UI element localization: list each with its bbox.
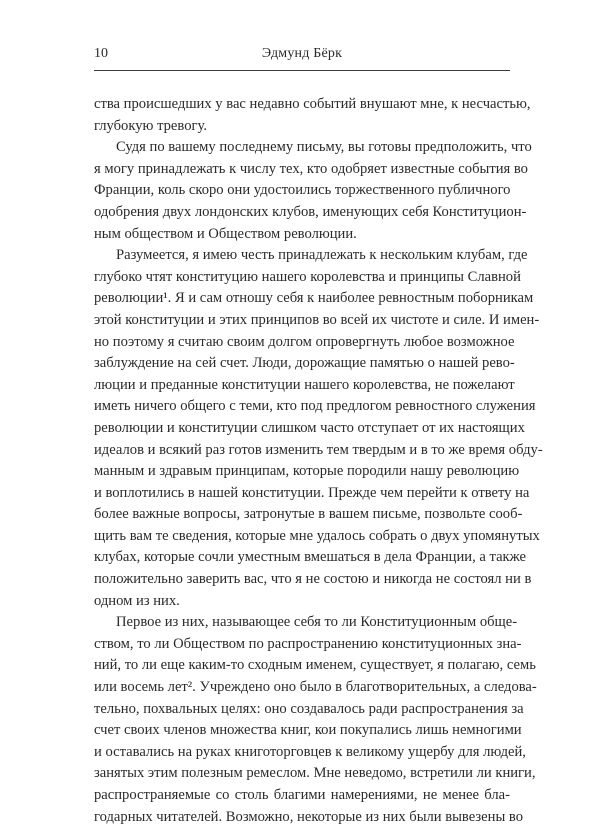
text-line: ства происшедших у вас недавно событий внушают мне, к несчастью, <box>94 96 531 112</box>
text-line: люции и преданные конституции нашего королевства, не пожелают <box>94 376 515 393</box>
text-line: Разумеется, я имею честь принадлежать к нескольким клубам, где <box>116 247 528 264</box>
text-line: и воплотились в нашей конституции. Прежде чем перейти к ответу на <box>94 484 530 501</box>
text-line: идеалов и всякий раз готов изменить тем твердым и в то же время обду- <box>94 441 543 458</box>
header-rule <box>94 70 510 71</box>
text-line: Франции, коль скоро они удостоились торжественного публичного <box>94 182 511 199</box>
text-line: распространяемые со столь благими намерениями, не менее бла- <box>94 787 510 803</box>
text-line: этой конституции и этих принципов во всей их чистоте и силе. И имен- <box>94 311 540 328</box>
text-line: манным и здравым принципам, которые породили нашу революцию <box>94 463 520 480</box>
text-line: революции и конституции слишком часто отступает от их настоящих <box>94 419 525 436</box>
text-line: счет своих членов множества книг, кои покупались лишь немногими <box>94 722 522 739</box>
text-line: клубах, которые сочли уместным вмешаться в дела Франции, а также <box>94 549 527 566</box>
text-line: глубоко чтят конституцию нашего королевства и принципы Славной <box>94 268 521 285</box>
running-head: Эдмунд Бёрк <box>261 46 343 61</box>
text-line: щить вам те сведения, которые мне удалось собрать о двух упомянутых <box>94 527 540 544</box>
body-text <box>94 94 543 828</box>
text-line: ством, то ли Обществом по распространению конституционных зна- <box>94 635 522 652</box>
text-line: Первое из них, называющее себя то ли Конституционным обще- <box>116 614 518 631</box>
text-line: и оставались на руках книготорговцев к великому ущербу для людей, <box>94 743 526 760</box>
text-line: но поэтому я считаю своим долгом опровергнуть любое возможное <box>94 333 515 350</box>
text-line: ным обществом и Обществом революции. <box>94 225 357 242</box>
text-line: тельно, похвальных целях: оно создавалось ради распространения за <box>94 700 524 717</box>
text-line: заблуждение на сей счет. Люди, дорожащие памятью о нашей рево- <box>94 355 515 372</box>
text-line: одном из них. <box>94 592 180 609</box>
text-line: ний, то ли еще каким-то сходным именем, существует, я полагаю, семь <box>94 657 536 674</box>
text-line: Судя по вашему последнему письму, вы готовы предположить, что <box>116 139 532 156</box>
text-line: годарных читателей. Возможно, некоторые из них были вывезены во <box>94 808 523 825</box>
text-line: глубокую тревогу. <box>94 117 207 134</box>
text-line: иметь ничего общего с теми, кто под предлогом ревностного служения <box>94 398 536 415</box>
page-number: 10 <box>94 46 108 61</box>
text-line: занятых этим полезным ремеслом. Мне неведомо, встретили ли книги, <box>94 765 536 782</box>
text-line: революции¹. Я и сам отношу себя к наиболее ревностным поборникам <box>94 290 534 307</box>
text-line: положительно заверить вас, что я не состою и никогда не состоял ни в <box>94 571 532 588</box>
page-header <box>94 42 510 66</box>
text-line: более важные вопросы, затронутые в вашем письме, позвольте сооб- <box>94 506 523 523</box>
text-line: я могу принадлежать к числу тех, кто одобряет известные события во <box>94 160 528 177</box>
text-line: одобрения двух лондонских клубов, именующих себя Конституцион- <box>94 203 527 220</box>
text-line: или восемь лет². Учреждено оно было в благотворительных, а следова- <box>94 679 537 696</box>
